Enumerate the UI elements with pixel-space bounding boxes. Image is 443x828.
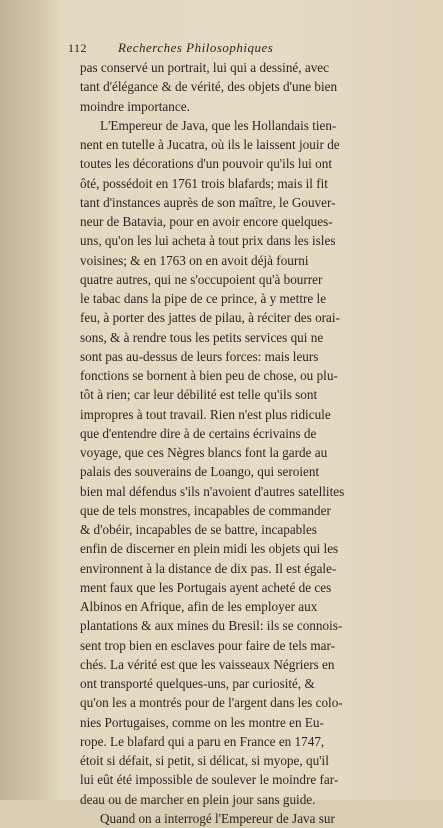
text-line: tant d'instances auprès de son maître, le Gouver- — [80, 194, 336, 210]
text-line: le tabac dans la pipe de ce prince, à y mettre le — [80, 291, 327, 306]
text-line: moindre importance. — [80, 98, 190, 114]
text-line: sent trop bien en esclaves pour faire de tels mar- — [80, 637, 335, 653]
text-line: environnent à la distance de dix pas. Il est égale- — [80, 560, 337, 576]
text-line: sons, & à rendre tous les petits services qui ne — [80, 329, 324, 345]
text-line: pas conservé un portrait, lui qui a dessiné, avec — [80, 60, 330, 75]
text-line: voisines; & en 1763 on en avoit déjà fourni — [80, 252, 309, 268]
text-line: L'Empereur de Java, que les Hollandais tien- — [100, 117, 337, 133]
text-line: deau ou de marcher en plein jour sans guide. — [80, 791, 316, 807]
text-line: nies Portugaises, comme on les montre en Eu- — [80, 714, 324, 730]
text-line: tant d'élégance & de vérité, des objets d'une bien — [80, 79, 338, 95]
text-line: que de tels monstres, incapables de commander — [80, 502, 331, 518]
text-line: chés. La vérité est que les vaisseaux Négriers en — [80, 656, 335, 672]
page-number: 112 — [68, 41, 88, 55]
text-line: rope. Le blafard qui a paru en France en 1747, — [80, 733, 325, 749]
text-line: palais des souverains de Loango, qui seroient — [80, 464, 320, 480]
text-line: plantations & aux mines du Bresil: ils se connois- — [80, 618, 343, 634]
text-line: toutes les décorations d'un pouvoir qu'ils lui ont — [80, 156, 332, 172]
text-line: Albinos en Afrique, afin de les employer aux — [80, 599, 318, 614]
text-line: quatre autres, qui ne s'occupoient qu'à bourrer — [80, 271, 323, 287]
text-line: étoit si défait, si petit, si délicat, si myope, qu'il — [80, 753, 329, 768]
text-line: ment faux que les Portugais ayent acheté de ces — [80, 579, 332, 595]
text-line: sont pas au-dessus de leurs forces: mais leurs — [80, 348, 319, 364]
text-line: feu, à porter des jattes de pilau, à réciter des orai- — [80, 310, 340, 326]
text-line: voyage, que ces Nègres blancs font la garde au — [80, 445, 328, 460]
text-line: qu'on les a montrés pour de l'argent dans les colo- — [80, 695, 343, 711]
body-text — [80, 58, 429, 828]
text-line: que d'entendre dire à de certains écrivains de — [80, 425, 317, 441]
text-line: ont transporté quelques-uns, par curiosité, & — [80, 676, 315, 691]
text-line: lui eût été impossible de soulever le moindre far- — [80, 772, 339, 788]
text-line: enfin de discerner en plein midi les objets qui les — [80, 541, 339, 557]
text-line: uns, qu'on les lui acheta à tout prix dans les isles — [80, 233, 336, 249]
text-line: bien mal défendus s'ils n'avoient d'autres satellites — [80, 483, 345, 499]
text-line: Quand on a interrogé l'Empereur de Java sur — [100, 810, 335, 826]
page-header — [68, 40, 429, 56]
text-line: ôté, possédoit en 1761 trois blafards; mais il fit — [80, 175, 328, 191]
text-line: impropres à tout travail. Rien n'est plus ridicule — [80, 406, 331, 422]
text-line: fonctions se bornent à bien peu de chose, ou plu- — [80, 368, 338, 383]
text-line: neur de Batavia, pour en avoir encore quelques- — [80, 214, 333, 229]
text-line: tôt à rien; car leur débilité est telle qu'ils sont — [80, 387, 318, 403]
text-line: nent en tutelle à Jucatra, où ils le laissent jouir de — [80, 137, 340, 152]
text-line: & d'obéir, incapables de se battre, incapables — [80, 522, 317, 537]
page-gutter-shadow — [0, 0, 62, 800]
running-title: Recherches Philosophiques — [118, 40, 274, 55]
